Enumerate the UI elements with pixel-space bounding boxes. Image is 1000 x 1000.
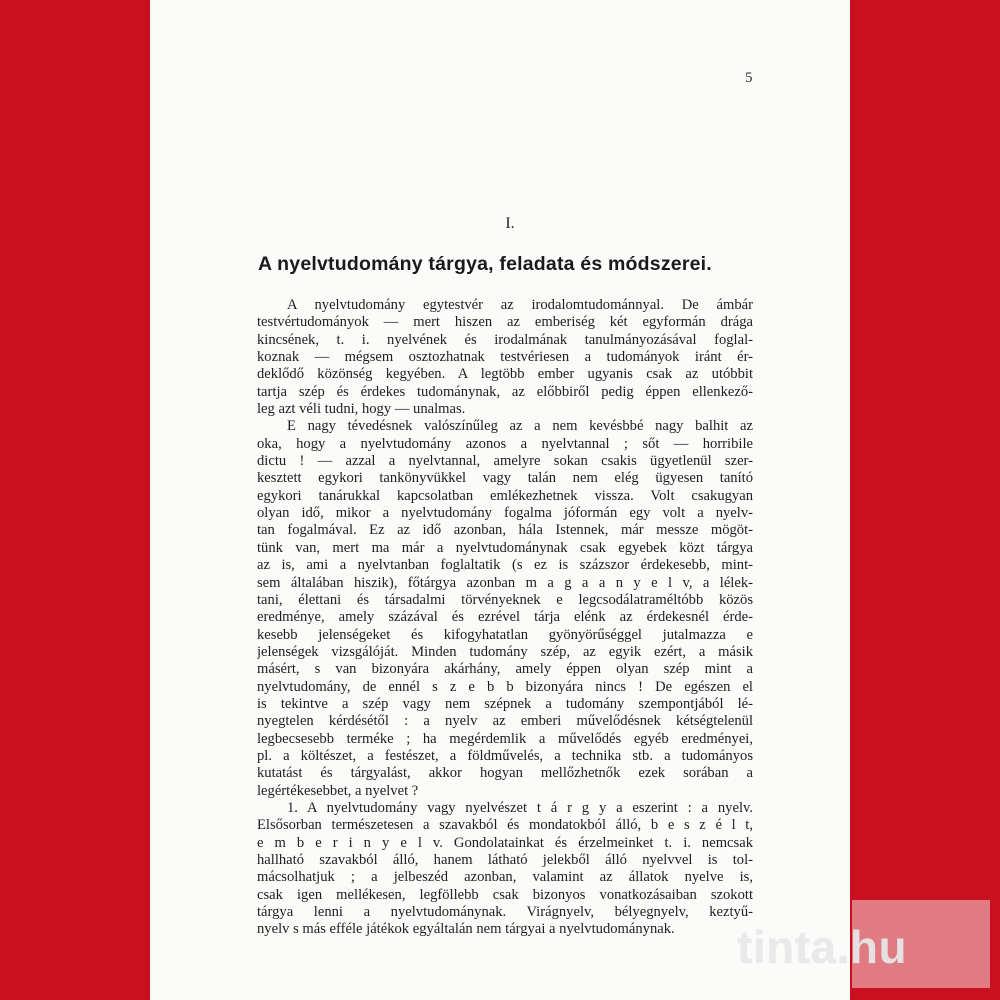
text-line: tan fogalmával. Ez az idő azonban, hála Istennek, már messze mögöt- xyxy=(257,522,753,539)
text-line: testvértudományok — mert hiszen az emberiség két egyformán drága xyxy=(257,314,753,331)
text-line: Elsősorban természetesen a szavakból és mondatokból álló, b e s z é l t, xyxy=(257,817,753,834)
text-line: nyelv s más efféle játékok egyáltalán nem tárgyai a nyelvtudománynak. xyxy=(257,921,675,938)
text-line: legértékesebbet, a nyelvet ? xyxy=(257,782,419,799)
text-line: egykori tanárukkal kapcsolatban emlékezhetnek vissza. Volt csakugyan xyxy=(257,487,753,504)
text-line: csak igen mellékesen, legföllebb csak bizonyos vonatkozásaiban szokott xyxy=(257,886,753,903)
text-line: kesebb jelenségeket és kifogyhatatlan gyönyörűséggel jutalmazza e xyxy=(257,626,753,643)
text-line: olyan idő, mikor a nyelvtudomány fogalma jóformán egy volt a nyelv- xyxy=(257,505,753,522)
text-line: kutatást és tárgyalást, akkor hogyan mellőzhetnők ezek sorában a xyxy=(257,765,753,782)
text-line: pl. a költészet, a festészet, a földművelés, a technika stb. a tudományos xyxy=(257,747,753,764)
book-page xyxy=(150,0,850,1000)
text-line: legbecsesebb terméke ; ha megérdemlik a művelődés egyéb eredményei, xyxy=(257,730,753,747)
text-line: e m b e r i n y e l v. Gondolatainkat és érzelmeinket t. i. nemcsak xyxy=(257,834,753,851)
chapter-title: A nyelvtudomány tárgya, feladata és módszerei. xyxy=(258,253,712,275)
text-line: tünk van, mert ma már a nyelvtudománynak csak egyebek közt tárgya xyxy=(257,539,753,556)
text-line: sem általában hiszik), főtárgya azonban m a g a a n y e l v, a lélek- xyxy=(257,574,753,591)
text-line: tárgya lenni a nyelvtudománynak. Virágnyelv, bélyegnyelv, keztyű- xyxy=(257,904,753,921)
text-line: tani, élettani és társadalmi törvényeknek e legcsodálatraméltóbb közös xyxy=(257,591,753,608)
page-number: 5 xyxy=(745,70,753,86)
text-line: dictu ! — azzal a nyelvtannal, amelyre sokan csakis ügyetlenül szer- xyxy=(257,453,753,470)
text-line: E nagy tévedésnek valószínűleg az a nem kevésbbé nagy balhit az xyxy=(287,418,753,435)
text-line: kesztett egykori tankönyvükkel vagy talán nem elég ügyesen tanító xyxy=(257,470,753,487)
text-line: oka, hogy a nyelvtudomány azonos a nyelvtannal ; sőt — horribile xyxy=(257,435,753,452)
text-line: az is, ami a nyelvtanban foglaltatik (s ez is százszor érdekesebb, mint- xyxy=(257,557,753,574)
text-line: is tekintve a szép vagy nem szépnek a tudomány szempontjából lé- xyxy=(257,695,753,712)
text-line: deklődő közönség kegyében. A legtöbb ember ugyanis csak az utóbbit xyxy=(257,366,753,383)
text-line: nyegtelen kérdésétől : a nyelv az emberi művelődésnek kétségtelenül xyxy=(257,713,753,730)
text-line: jelenségek vizsgálóját. Minden tudomány szép, az egyik ezért, a másik xyxy=(257,643,753,660)
text-line: kincsének, t. i. nyelvének és irodalmának tanulmányozásával foglal- xyxy=(257,331,753,348)
text-line: leg azt véli tudni, hogy — unalmas. xyxy=(257,401,466,418)
text-line: koznak — mégsem osztozhatnak testvériesen a tudományok iránt ér- xyxy=(257,349,753,366)
text-line: 1. A nyelvtudomány vagy nyelvészet t á r g y a eszerint : a nyelv. xyxy=(287,799,753,816)
text-line: A nyelvtudomány egytestvér az irodalomtudománnyal. De ámbár xyxy=(287,297,753,313)
text-line: nyelvtudomány, de ennél s z e b b bizonyára nincs ! De egészen el xyxy=(257,678,753,695)
chapter-numeral: I. xyxy=(505,215,515,232)
body-text xyxy=(257,297,753,939)
text-line: hallható szavakból álló, hanem látható jelekből álló nyelvvel is tol- xyxy=(257,852,753,868)
text-line: eredménye, amely százával és ezrével tárja elénk az érdekesnél érde- xyxy=(257,609,753,626)
text-line: másért, s van bizonyára akárhány, amely éppen olyan szép mint a xyxy=(257,661,753,678)
text-line: mácsolhatjuk ; a jelbeszéd azonban, valamint az állatok nyelve is, xyxy=(257,869,753,886)
text-line: tartja szép és érdekes tudománynak, az előbbiről pedig éppen ellenkező- xyxy=(257,383,753,400)
watermark-logo: tinta.hu xyxy=(737,921,908,973)
